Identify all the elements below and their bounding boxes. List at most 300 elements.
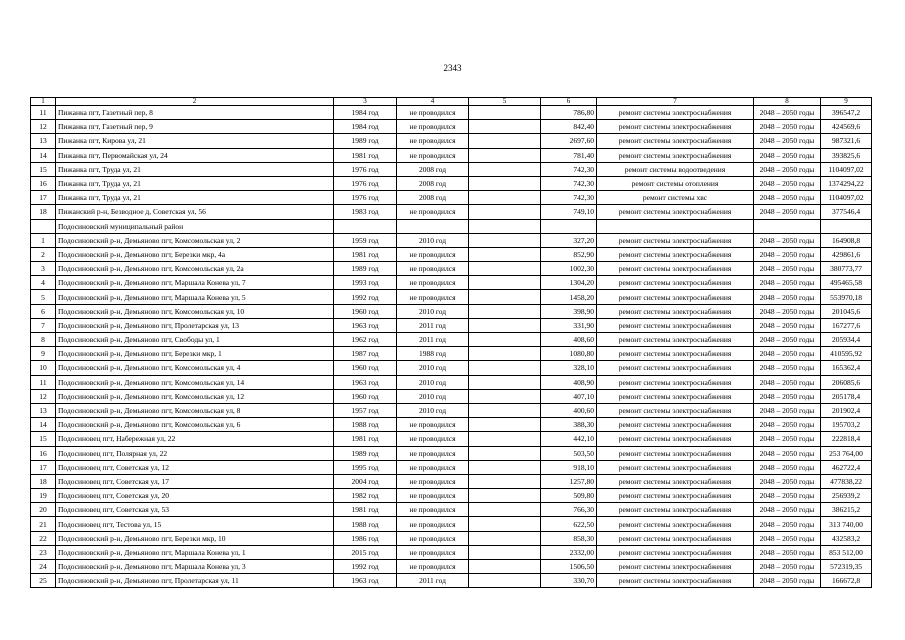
address-cell: Подосиновский р-н, Демьяново пгт, Комсомольская ул, 2 [56, 233, 334, 247]
last-repair-cell: 2008 год [397, 176, 469, 190]
column-5-cell [469, 474, 541, 488]
row-number-cell: 15 [31, 432, 56, 446]
address-cell: Пижанка пгт, Кирова ул, 21 [56, 134, 334, 148]
work-type-cell: ремонт системы электроснабжения [597, 531, 754, 545]
cost-cell: 222818,4 [821, 432, 872, 446]
row-number-cell: 10 [31, 361, 56, 375]
row-number-cell: 15 [31, 162, 56, 176]
repair-period-cell: 2048 – 2050 годы [754, 403, 821, 417]
last-repair-cell: 2008 год [397, 162, 469, 176]
cost-cell: 410595,92 [821, 347, 872, 361]
last-repair-cell: 2011 год [397, 574, 469, 588]
column-5-cell [469, 276, 541, 290]
work-type-cell: ремонт системы электроснабжения [597, 503, 754, 517]
area-cell: 408,90 [541, 375, 597, 389]
area-cell: 781,40 [541, 148, 597, 162]
last-repair-cell: 2010 год [397, 361, 469, 375]
cost-cell: 164908,8 [821, 233, 872, 247]
table-row [31, 418, 872, 432]
work-type-cell: ремонт системы хвс [597, 191, 754, 205]
table-row [31, 545, 872, 559]
address-cell: Подосиновский р-н, Демьяново пгт, Пролетарская ул, 11 [56, 574, 334, 588]
address-cell: Подосиновец пгт, Набережная ул, 22 [56, 432, 334, 446]
area-cell: 1304,20 [541, 276, 597, 290]
cost-cell: 477838,22 [821, 474, 872, 488]
column-number: 5 [469, 98, 541, 106]
table-row [31, 304, 872, 318]
column-5-cell [469, 432, 541, 446]
address-cell: Подосиновский р-н, Демьяново пгт, Маршала Конева ул, 1 [56, 545, 334, 559]
work-type-cell: ремонт системы электроснабжения [597, 418, 754, 432]
area-cell: 622,50 [541, 517, 597, 531]
row-number-cell: 5 [31, 290, 56, 304]
row-number-cell: 20 [31, 503, 56, 517]
work-type-cell: ремонт системы электроснабжения [597, 134, 754, 148]
repair-period-cell: 2048 – 2050 годы [754, 517, 821, 531]
work-type-cell: ремонт системы электроснабжения [597, 375, 754, 389]
column-number: 1 [31, 98, 56, 106]
area-cell: 852,90 [541, 247, 597, 261]
last-repair-cell: не проводился [397, 489, 469, 503]
column-5-cell [469, 460, 541, 474]
construction-year-cell: 1962 год [334, 333, 397, 347]
row-number-cell: 8 [31, 333, 56, 347]
last-repair-cell: не проводился [397, 545, 469, 559]
address-cell: Подосиновский р-н, Демьяново пгт, Комсомольская ул, 4 [56, 361, 334, 375]
repair-period-cell: 2048 – 2050 годы [754, 262, 821, 276]
table-row [31, 474, 872, 488]
construction-year-cell: 1992 год [334, 290, 397, 304]
column-5-cell [469, 233, 541, 247]
column-5-cell [469, 446, 541, 460]
column-number-row [31, 98, 872, 106]
cost-cell: 165362,4 [821, 361, 872, 375]
column-5-cell [469, 531, 541, 545]
row-number-cell: 18 [31, 474, 56, 488]
cost-cell: 853 512,00 [821, 545, 872, 559]
area-cell: 398,90 [541, 304, 597, 318]
area-cell: 327,20 [541, 233, 597, 247]
repair-period-cell: 2048 – 2050 годы [754, 347, 821, 361]
repair-period-cell: 2048 – 2050 годы [754, 318, 821, 332]
repair-period-cell: 2048 – 2050 годы [754, 148, 821, 162]
repair-period-cell: 2048 – 2050 годы [754, 247, 821, 261]
row-number-cell: 11 [31, 375, 56, 389]
construction-year-cell: 1976 год [334, 162, 397, 176]
row-number-cell: 24 [31, 560, 56, 574]
construction-year-cell: 1987 год [334, 347, 397, 361]
construction-year-cell: 1976 год [334, 191, 397, 205]
construction-year-cell: 1957 год [334, 403, 397, 417]
area-cell: 442,10 [541, 432, 597, 446]
cost-cell: 377546,4 [821, 205, 872, 219]
work-type-cell: ремонт системы электроснабжения [597, 276, 754, 290]
address-cell: Подосиновец пгт, Советская ул, 53 [56, 503, 334, 517]
last-repair-cell: не проводился [397, 560, 469, 574]
table-row [31, 333, 872, 347]
work-type-cell: ремонт системы электроснабжения [597, 106, 754, 120]
last-repair-cell: не проводился [397, 503, 469, 517]
table-row [31, 191, 872, 205]
work-type-cell: ремонт системы электроснабжения [597, 574, 754, 588]
area-cell: 408,60 [541, 333, 597, 347]
column-5-cell [469, 205, 541, 219]
last-repair-cell: 2010 год [397, 304, 469, 318]
cost-cell: 1104097,02 [821, 191, 872, 205]
table-row [31, 247, 872, 261]
repair-period-cell: 2048 – 2050 годы [754, 276, 821, 290]
row-number-cell: 12 [31, 120, 56, 134]
construction-year-cell: 1993 год [334, 276, 397, 290]
column-5-cell [469, 361, 541, 375]
repair-period-cell: 2048 – 2050 годы [754, 389, 821, 403]
column-5-cell [469, 503, 541, 517]
repair-period-cell: 2048 – 2050 годы [754, 290, 821, 304]
column-number: 2 [56, 98, 334, 106]
row-number-cell: 13 [31, 403, 56, 417]
area-cell: 742,30 [541, 176, 597, 190]
column-5-cell [469, 219, 541, 233]
last-repair-cell: 2010 год [397, 375, 469, 389]
repair-period-cell: 2048 – 2050 годы [754, 574, 821, 588]
work-type-cell: ремонт системы электроснабжения [597, 148, 754, 162]
address-cell: Подосиновский р-н, Демьяново пгт, Березки мкр, 1 [56, 347, 334, 361]
last-repair-cell: не проводился [397, 134, 469, 148]
repair-period-cell: 2048 – 2050 годы [754, 162, 821, 176]
table-row [31, 489, 872, 503]
table-row [31, 290, 872, 304]
repair-period-cell: 2048 – 2050 годы [754, 460, 821, 474]
column-5-cell [469, 489, 541, 503]
repair-period-cell: 2048 – 2050 годы [754, 304, 821, 318]
cost-cell: 424569,6 [821, 120, 872, 134]
last-repair-cell: не проводился [397, 531, 469, 545]
row-number-cell: 25 [31, 574, 56, 588]
area-cell: 749,10 [541, 205, 597, 219]
construction-year-cell: 1963 год [334, 318, 397, 332]
column-5-cell [469, 403, 541, 417]
repair-period-cell: 2048 – 2050 годы [754, 333, 821, 347]
address-cell: Подосиновский р-н, Демьяново пгт, Комсомольская ул, 14 [56, 375, 334, 389]
column-5-cell [469, 247, 541, 261]
row-number-cell: 6 [31, 304, 56, 318]
address-cell: Подосиновский р-н, Демьяново пгт, Маршала Конева ул, 5 [56, 290, 334, 304]
column-number: 9 [821, 98, 872, 106]
address-cell: Пижанка пгт, Газетный пер, 8 [56, 106, 334, 120]
area-cell: 2332,00 [541, 545, 597, 559]
construction-year-cell: 1992 год [334, 560, 397, 574]
column-5-cell [469, 560, 541, 574]
work-type-cell: ремонт системы электроснабжения [597, 460, 754, 474]
table-row [31, 205, 872, 219]
construction-year-cell: 1986 год [334, 531, 397, 545]
row-number-cell: 23 [31, 545, 56, 559]
table-row [31, 120, 872, 134]
work-type-cell: ремонт системы электроснабжения [597, 318, 754, 332]
column-number: 6 [541, 98, 597, 106]
last-repair-cell: не проводился [397, 474, 469, 488]
construction-year-cell: 2015 год [334, 545, 397, 559]
construction-year-cell: 1960 год [334, 304, 397, 318]
work-type-cell: ремонт системы электроснабжения [597, 517, 754, 531]
area-cell: 388,30 [541, 418, 597, 432]
cost-cell: 205934,4 [821, 333, 872, 347]
column-5-cell [469, 375, 541, 389]
area-cell [541, 219, 597, 233]
address-cell: Подосиновец пгт, Полярная ул, 22 [56, 446, 334, 460]
area-cell: 509,80 [541, 489, 597, 503]
repair-period-cell: 2048 – 2050 годы [754, 233, 821, 247]
area-cell: 1506,50 [541, 560, 597, 574]
work-type-cell: ремонт системы электроснабжения [597, 545, 754, 559]
table-row [31, 106, 872, 120]
work-type-cell: ремонт системы электроснабжения [597, 347, 754, 361]
area-cell: 407,10 [541, 389, 597, 403]
table-row [31, 403, 872, 417]
work-type-cell [597, 219, 754, 233]
table-row [31, 432, 872, 446]
last-repair-cell: не проводился [397, 517, 469, 531]
cost-cell: 195703,2 [821, 418, 872, 432]
column-5-cell [469, 517, 541, 531]
cost-cell: 253 764,00 [821, 446, 872, 460]
table-row [31, 389, 872, 403]
cost-cell: 201902,4 [821, 403, 872, 417]
construction-year-cell [334, 219, 397, 233]
address-cell: Подосиновец пгт, Советская ул, 17 [56, 474, 334, 488]
section-header-row [31, 219, 872, 233]
repair-period-cell: 2048 – 2050 годы [754, 446, 821, 460]
last-repair-cell: 2011 год [397, 333, 469, 347]
area-cell: 1002,30 [541, 262, 597, 276]
work-type-cell: ремонт системы водоотведения [597, 162, 754, 176]
work-type-cell: ремонт системы электроснабжения [597, 560, 754, 574]
last-repair-cell: не проводился [397, 418, 469, 432]
cost-cell: 432583,2 [821, 531, 872, 545]
work-type-cell: ремонт системы электроснабжения [597, 304, 754, 318]
work-type-cell: ремонт системы электроснабжения [597, 361, 754, 375]
work-type-cell: ремонт системы электроснабжения [597, 205, 754, 219]
area-cell: 330,70 [541, 574, 597, 588]
area-cell: 858,30 [541, 531, 597, 545]
work-type-cell: ремонт системы электроснабжения [597, 233, 754, 247]
address-cell: Пижанка пгт, Труда ул, 21 [56, 191, 334, 205]
repair-period-cell: 2048 – 2050 годы [754, 545, 821, 559]
address-cell: Подосиновский р-н, Демьяново пгт, Комсомольская ул, 6 [56, 418, 334, 432]
row-number-cell: 21 [31, 517, 56, 531]
cost-cell: 553970,18 [821, 290, 872, 304]
column-5-cell [469, 106, 541, 120]
repair-period-cell: 2048 – 2050 годы [754, 134, 821, 148]
last-repair-cell: 2011 год [397, 318, 469, 332]
last-repair-cell: 1988 год [397, 347, 469, 361]
repair-period-cell: 2048 – 2050 годы [754, 432, 821, 446]
address-cell: Подосиновский р-н, Демьяново пгт, Комсомольская ул, 10 [56, 304, 334, 318]
construction-year-cell: 1981 год [334, 148, 397, 162]
area-cell: 918,10 [541, 460, 597, 474]
row-number-cell: 14 [31, 418, 56, 432]
construction-year-cell: 1960 год [334, 389, 397, 403]
cost-cell: 462722,4 [821, 460, 872, 474]
repair-period-cell: 2048 – 2050 годы [754, 418, 821, 432]
row-number-cell: 16 [31, 176, 56, 190]
address-cell: Подосиновец пгт, Советская ул, 20 [56, 489, 334, 503]
address-cell: Подосиновец пгт, Советская ул, 12 [56, 460, 334, 474]
row-number-cell: 16 [31, 446, 56, 460]
table-row [31, 446, 872, 460]
table-row [31, 176, 872, 190]
table-row [31, 517, 872, 531]
row-number-cell: 13 [31, 134, 56, 148]
page-number: 2343 [443, 63, 462, 73]
construction-year-cell: 1984 год [334, 106, 397, 120]
last-repair-cell: не проводился [397, 446, 469, 460]
repair-schedule-table [30, 97, 872, 588]
cost-cell: 429861,6 [821, 247, 872, 261]
row-number-cell: 1 [31, 233, 56, 247]
column-5-cell [469, 262, 541, 276]
row-number-cell: 22 [31, 531, 56, 545]
address-cell: Подосиновский р-н, Демьяново пгт, Березки мкр, 10 [56, 531, 334, 545]
cost-cell: 201045,6 [821, 304, 872, 318]
repair-period-cell: 2048 – 2050 годы [754, 176, 821, 190]
work-type-cell: ремонт системы электроснабжения [597, 120, 754, 134]
cost-cell: 380773,77 [821, 262, 872, 276]
cost-cell: 393825,6 [821, 148, 872, 162]
area-cell: 786,80 [541, 106, 597, 120]
cost-cell: 987321,6 [821, 134, 872, 148]
area-cell: 2697,60 [541, 134, 597, 148]
address-cell: Подосиновский р-н, Демьяново пгт, Маршала Конева ул, 7 [56, 276, 334, 290]
column-5-cell [469, 162, 541, 176]
area-cell: 400,60 [541, 403, 597, 417]
construction-year-cell: 1960 год [334, 361, 397, 375]
cost-cell: 396547,2 [821, 106, 872, 120]
column-5-cell [469, 333, 541, 347]
cost-cell: 167277,6 [821, 318, 872, 332]
construction-year-cell: 1963 год [334, 574, 397, 588]
row-number-cell [31, 219, 56, 233]
construction-year-cell: 1989 год [334, 262, 397, 276]
last-repair-cell: не проводился [397, 120, 469, 134]
work-type-cell: ремонт системы электроснабжения [597, 290, 754, 304]
construction-year-cell: 1988 год [334, 418, 397, 432]
cost-cell: 205178,4 [821, 389, 872, 403]
construction-year-cell: 1981 год [334, 432, 397, 446]
construction-year-cell: 1984 год [334, 120, 397, 134]
repair-period-cell: 2048 – 2050 годы [754, 474, 821, 488]
cost-cell: 313 740,00 [821, 517, 872, 531]
repair-period-cell: 2048 – 2050 годы [754, 531, 821, 545]
last-repair-cell: не проводился [397, 262, 469, 276]
cost-cell: 1374294,22 [821, 176, 872, 190]
construction-year-cell: 1995 год [334, 460, 397, 474]
column-5-cell [469, 120, 541, 134]
last-repair-cell: не проводился [397, 148, 469, 162]
repair-period-cell [754, 219, 821, 233]
table-row [31, 460, 872, 474]
area-cell: 503,50 [541, 446, 597, 460]
column-5-cell [469, 304, 541, 318]
work-type-cell: ремонт системы электроснабжения [597, 432, 754, 446]
table-row [31, 262, 872, 276]
construction-year-cell: 1989 год [334, 134, 397, 148]
row-number-cell: 9 [31, 347, 56, 361]
row-number-cell: 11 [31, 106, 56, 120]
column-5-cell [469, 134, 541, 148]
work-type-cell: ремонт системы электроснабжения [597, 446, 754, 460]
construction-year-cell: 1981 год [334, 247, 397, 261]
column-number: 3 [334, 98, 397, 106]
address-cell: Пижанский р-н, Безводное д, Советская ул, 56 [56, 205, 334, 219]
cost-cell: 386215,2 [821, 503, 872, 517]
construction-year-cell: 1989 год [334, 446, 397, 460]
area-cell: 328,10 [541, 361, 597, 375]
repair-period-cell: 2048 – 2050 годы [754, 191, 821, 205]
work-type-cell: ремонт системы электроснабжения [597, 333, 754, 347]
column-5-cell [469, 176, 541, 190]
column-5-cell [469, 389, 541, 403]
column-5-cell [469, 347, 541, 361]
row-number-cell: 7 [31, 318, 56, 332]
last-repair-cell: 2010 год [397, 403, 469, 417]
table-row [31, 531, 872, 545]
row-number-cell: 4 [31, 276, 56, 290]
work-type-cell: ремонт системы электроснабжения [597, 389, 754, 403]
address-cell: Подосиновский р-н, Демьяново пгт, Маршала Конева ул, 3 [56, 560, 334, 574]
area-cell: 1458,20 [541, 290, 597, 304]
work-type-cell: ремонт системы отопления [597, 176, 754, 190]
table-row [31, 276, 872, 290]
work-type-cell: ремонт системы электроснабжения [597, 247, 754, 261]
construction-year-cell: 1963 год [334, 375, 397, 389]
column-5-cell [469, 545, 541, 559]
area-cell: 842,40 [541, 120, 597, 134]
column-number: 7 [597, 98, 754, 106]
construction-year-cell: 1959 год [334, 233, 397, 247]
row-number-cell: 19 [31, 489, 56, 503]
address-cell: Подосиновский р-н, Демьяново пгт, Комсомольская ул, 2а [56, 262, 334, 276]
work-type-cell: ремонт системы электроснабжения [597, 489, 754, 503]
column-5-cell [469, 148, 541, 162]
last-repair-cell: не проводился [397, 460, 469, 474]
repair-period-cell: 2048 – 2050 годы [754, 361, 821, 375]
cost-cell: 495465,58 [821, 276, 872, 290]
cost-cell [821, 219, 872, 233]
address-cell: Пижанка пгт, Газетный пер, 9 [56, 120, 334, 134]
repair-period-cell: 2048 – 2050 годы [754, 205, 821, 219]
area-cell: 766,30 [541, 503, 597, 517]
repair-period-cell: 2048 – 2050 годы [754, 120, 821, 134]
repair-period-cell: 2048 – 2050 годы [754, 560, 821, 574]
last-repair-cell: не проводился [397, 247, 469, 261]
row-number-cell: 17 [31, 460, 56, 474]
column-5-cell [469, 318, 541, 332]
area-cell: 742,30 [541, 162, 597, 176]
last-repair-cell: не проводился [397, 290, 469, 304]
repair-period-cell: 2048 – 2050 годы [754, 106, 821, 120]
last-repair-cell: не проводился [397, 432, 469, 446]
table-row [31, 347, 872, 361]
cost-cell: 1104097,02 [821, 162, 872, 176]
address-cell: Подосиновский муниципальный район [56, 219, 334, 233]
table-row [31, 318, 872, 332]
area-cell: 1080,80 [541, 347, 597, 361]
area-cell: 1257,80 [541, 474, 597, 488]
row-number-cell: 14 [31, 148, 56, 162]
construction-year-cell: 1981 год [334, 503, 397, 517]
row-number-cell: 17 [31, 191, 56, 205]
